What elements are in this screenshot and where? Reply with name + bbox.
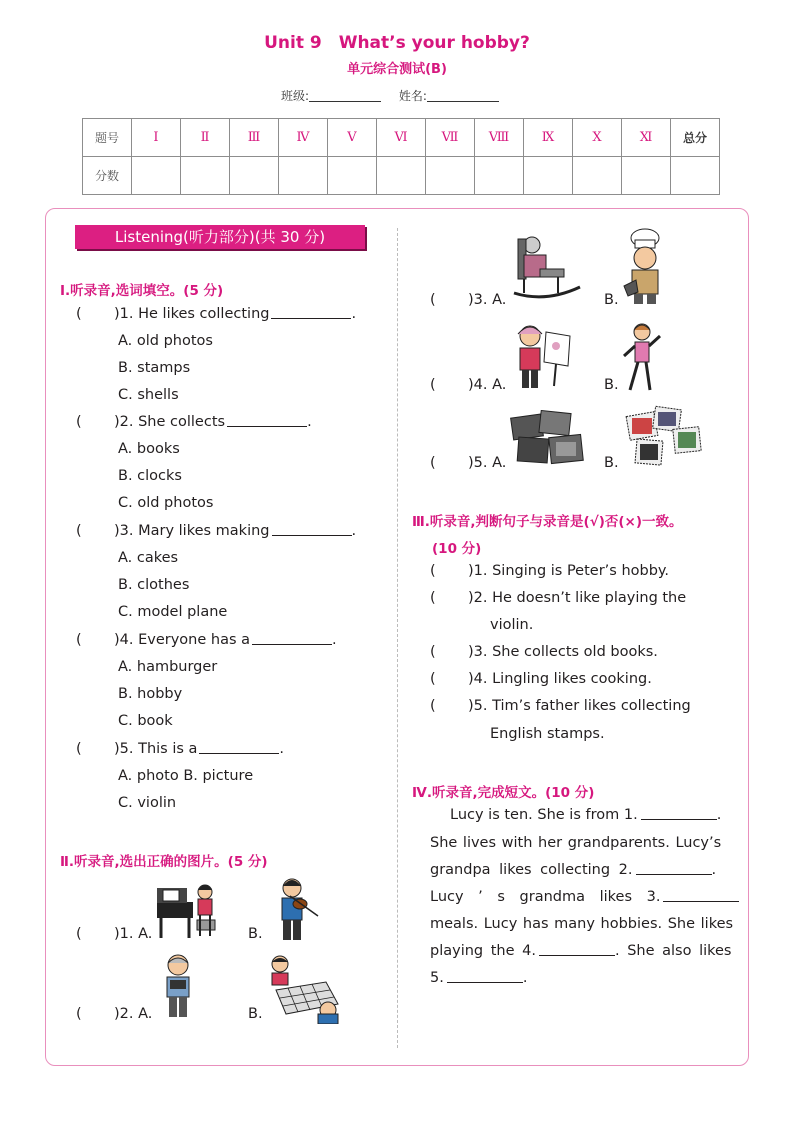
col-total: 总分 [671, 119, 720, 157]
col-1: Ⅰ [132, 119, 181, 157]
class-label: 班级: [281, 89, 310, 103]
passage-line-5: meals. Lucy has many hobbies. She likes [430, 916, 734, 932]
score-cell-total[interactable] [671, 157, 720, 195]
s2-item-4-b: B. [604, 377, 619, 393]
option: C. book [118, 713, 173, 729]
s2-item-1 [76, 926, 152, 942]
item-label: )5. A. [468, 455, 507, 471]
score-table-row-numbers [83, 119, 720, 157]
name-field[interactable] [427, 89, 499, 102]
score-cell[interactable] [279, 157, 328, 195]
col-5: Ⅴ [328, 119, 377, 157]
s2-item-3-b: B. [604, 292, 619, 308]
photo-collection-icon[interactable] [510, 410, 590, 470]
s2-item-3 [430, 292, 506, 308]
passage-text: . [711, 862, 717, 878]
score-cell[interactable] [377, 157, 426, 195]
score-table [82, 118, 720, 195]
col-9: Ⅸ [524, 119, 573, 157]
question-stem: )3. Mary likes making [114, 523, 270, 539]
answer-paren[interactable]: ( [76, 926, 82, 942]
page-title: Unit 9 What’s your hobby? [264, 33, 530, 53]
answer-paren[interactable]: ( [430, 644, 436, 660]
option: A. cakes [118, 550, 179, 566]
s2-item-1-b: B. [248, 926, 263, 942]
passage-line-6 [430, 943, 732, 959]
option: A. photo B. picture [118, 768, 254, 784]
name-label: 姓名: [398, 89, 427, 103]
answer-blank[interactable] [272, 523, 352, 536]
item-text: )5. Tim’s father likes collecting [468, 698, 691, 714]
question-stem: )4. Everyone has a [114, 632, 251, 648]
stamp-collection-icon[interactable] [622, 404, 704, 470]
answer-blank[interactable] [252, 632, 332, 645]
answer-paren[interactable]: ( [430, 292, 436, 308]
passage-text: . She also likes [614, 943, 732, 959]
listening-banner: Listening(听力部分)(共 30 分) [75, 225, 365, 249]
option: A. hamburger [118, 659, 218, 675]
option: A. books [118, 441, 180, 457]
question-stem: )1. He likes collecting [114, 306, 270, 322]
row-label-score: 分数 [83, 157, 132, 195]
s1-question-5 [76, 741, 284, 757]
passage-text: . [716, 807, 722, 823]
score-table-row-scores [83, 157, 720, 195]
item-text: )2. He doesn’t like playing the [468, 590, 687, 606]
passage-text: 5. [430, 970, 444, 986]
option: B. clothes [118, 577, 190, 593]
s1-question-4 [76, 632, 337, 648]
s1-question-1 [76, 306, 356, 322]
section4-heading: Ⅳ.听录音,完成短文。(10 分) [412, 785, 595, 801]
answer-paren[interactable]: ( [76, 414, 82, 430]
section3-heading: Ⅲ.听录音,判断句子与录音是(√)否(×)一致。 [412, 514, 683, 530]
kids-playing-chess-icon[interactable] [266, 952, 344, 1024]
answer-paren[interactable]: ( [430, 455, 436, 471]
item-label: )4. A. [468, 377, 507, 393]
answer-paren[interactable]: ( [430, 590, 436, 606]
option: B. hobby [118, 686, 183, 702]
s3-item-4 [430, 671, 652, 687]
s2-item-5 [430, 455, 506, 471]
passage-blank-3[interactable] [663, 889, 739, 902]
answer-paren[interactable]: ( [76, 1006, 82, 1022]
s3-item-1 [430, 563, 669, 579]
column-divider [397, 228, 398, 1048]
s1-question-3 [76, 523, 356, 539]
s2-item-2 [76, 1006, 152, 1022]
answer-paren[interactable]: ( [76, 741, 82, 757]
s2-item-2-b: B. [248, 1006, 263, 1022]
answer-blank[interactable] [199, 741, 279, 754]
score-cell[interactable] [181, 157, 230, 195]
passage-text: Lucy is ten. She is from 1. [450, 807, 638, 823]
score-cell[interactable] [622, 157, 671, 195]
passage-line-1 [450, 807, 721, 823]
answer-paren[interactable]: ( [430, 671, 436, 687]
s2-item-5-b: B. [604, 455, 619, 471]
col-2: Ⅱ [181, 119, 230, 157]
violin-player-icon[interactable] [268, 876, 320, 944]
s3-item-2-cont: violin. [490, 617, 534, 633]
answer-paren[interactable]: ( [430, 563, 436, 579]
page-subtitle: 单元综合测试(B) [347, 62, 447, 77]
passage-text: grandpa likes collecting 2. [430, 862, 633, 878]
score-cell[interactable] [230, 157, 279, 195]
section3-heading-points: (10 分) [432, 541, 482, 557]
option: C. shells [118, 387, 179, 403]
item-text: )1. Singing is Peter’s hobby. [468, 563, 670, 579]
question-end: . [332, 632, 337, 648]
passage-text: . [522, 970, 528, 986]
question-end: . [307, 414, 312, 430]
answer-blank[interactable] [271, 306, 351, 319]
class-field[interactable] [309, 89, 381, 102]
option: B. stamps [118, 360, 191, 376]
score-cell[interactable] [426, 157, 475, 195]
s3-item-3 [430, 644, 658, 660]
question-stem: )5. This is a [114, 741, 198, 757]
passage-blank-1[interactable] [641, 807, 717, 820]
s3-item-2 [430, 590, 686, 606]
s2-item-4 [430, 377, 506, 393]
passage-blank-4[interactable] [539, 943, 615, 956]
answer-paren[interactable]: ( [430, 377, 436, 393]
passage-blank-2[interactable] [636, 862, 712, 875]
chef-grandpa-icon[interactable] [620, 228, 670, 306]
col-4: Ⅳ [279, 119, 328, 157]
answer-paren[interactable]: ( [76, 632, 82, 648]
col-7: Ⅶ [426, 119, 475, 157]
boy-with-camera-icon[interactable] [158, 953, 198, 1021]
col-6: Ⅵ [377, 119, 426, 157]
score-cell[interactable] [475, 157, 524, 195]
question-stem: )2. She collects [114, 414, 226, 430]
col-10: Ⅹ [573, 119, 622, 157]
col-3: Ⅲ [230, 119, 279, 157]
option: B. clocks [118, 468, 182, 484]
score-cell[interactable] [132, 157, 181, 195]
item-text: )3. She collects old books. [468, 644, 658, 660]
girl-dancing-icon[interactable] [622, 322, 662, 394]
passage-line-2: She lives with her grandparents. Lucy’s [430, 835, 722, 851]
col-8: Ⅷ [475, 119, 524, 157]
item-label: )1. A. [114, 926, 153, 942]
passage-text: playing the 4. [430, 943, 536, 959]
score-cell[interactable] [524, 157, 573, 195]
score-cell[interactable] [328, 157, 377, 195]
item-text: )4. Lingling likes cooking. [468, 671, 652, 687]
question-end: . [279, 741, 285, 757]
item-label: )2. A. [114, 1006, 153, 1022]
passage-line-7 [430, 970, 527, 986]
passage-line-4 [430, 889, 739, 905]
option: C. model plane [118, 604, 228, 620]
s3-item-5-cont: English stamps. [490, 726, 605, 742]
answer-paren[interactable]: ( [430, 698, 436, 714]
question-end: . [351, 523, 357, 539]
section1-heading: Ⅰ.听录音,选词填空。(5 分) [60, 283, 224, 299]
grandma-rocking-chair-icon[interactable] [510, 235, 582, 301]
piano-player-icon[interactable] [153, 880, 221, 942]
option: C. old photos [118, 495, 214, 511]
question-end: . [351, 306, 357, 322]
answer-paren[interactable]: ( [76, 523, 82, 539]
option: A. old photos [118, 333, 213, 349]
passage-text: Lucy ’ s grandma likes 3. [430, 889, 661, 905]
section2-heading: Ⅱ.听录音,选出正确的图片。(5 分) [60, 854, 268, 870]
s1-question-2 [76, 414, 312, 430]
passage-blank-5[interactable] [447, 970, 523, 983]
score-cell[interactable] [573, 157, 622, 195]
s3-item-5 [430, 698, 691, 714]
passage-line-3 [430, 862, 716, 878]
row-label-number: 题号 [83, 119, 132, 157]
girl-painting-icon[interactable] [508, 322, 574, 392]
option: C. violin [118, 795, 177, 811]
class-name-line [0, 87, 794, 104]
col-11: Ⅺ [622, 119, 671, 157]
item-label: )3. A. [468, 292, 507, 308]
answer-paren[interactable]: ( [76, 306, 82, 322]
answer-blank[interactable] [227, 414, 307, 427]
